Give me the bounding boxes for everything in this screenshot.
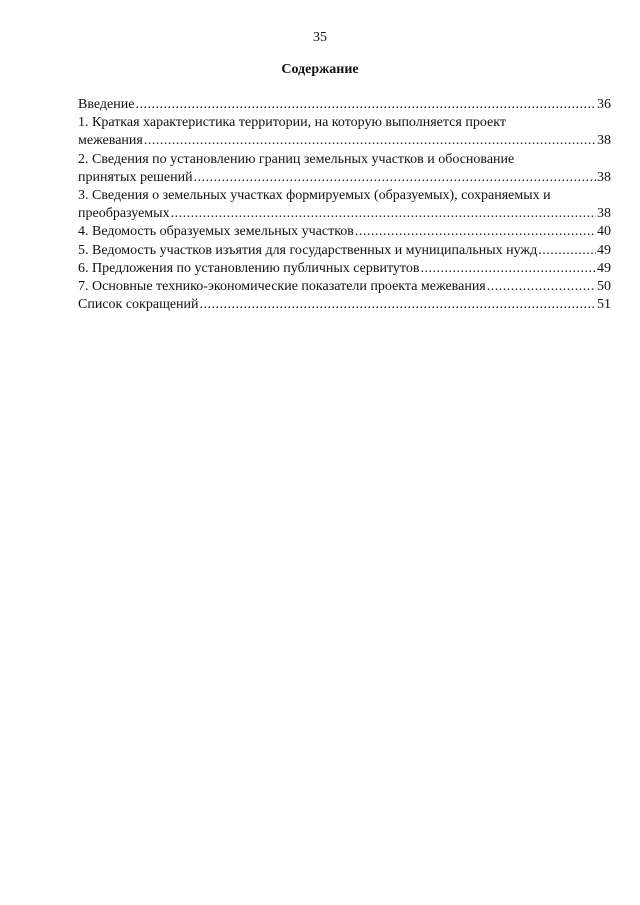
toc-leader-dots — [200, 296, 596, 314]
toc-entry-label: 7. Основные технико-экономические показатели проекта межевания — [78, 279, 486, 295]
toc-entry-label: Список сокращений — [78, 297, 199, 313]
toc-entry-page: 40 — [597, 224, 611, 240]
toc-entry-label-line1: 2. Сведения по установлению границ земельных участков и обоснование — [78, 151, 515, 167]
toc-entry-label: 4. Ведомость образуемых земельных участков — [78, 224, 354, 240]
toc-entry-label: Введение — [78, 97, 135, 112]
toc-entry-land-plots-info[interactable] — [78, 187, 611, 223]
toc-leader-dots — [538, 242, 596, 260]
toc-leader-dots — [487, 278, 596, 296]
toc-entry-label-line2: межевания — [78, 133, 143, 149]
toc-entry-label-line2: принятых решений — [78, 169, 193, 185]
toc-entry-public-servitudes[interactable] — [78, 260, 611, 278]
page-number: 35 — [313, 30, 327, 45]
toc-entry-page: 50 — [597, 279, 611, 295]
toc-entry-page: 38 — [597, 133, 611, 149]
toc-entry-formed-plots-list[interactable] — [78, 223, 611, 241]
toc-entry-page: 49 — [597, 242, 611, 258]
toc-leader-dots — [135, 96, 596, 114]
toc-entry-label-line1: 3. Сведения о земельных участках формируемых (образуемых), сохраняемых и — [78, 188, 551, 204]
toc-entry-page: 38 — [597, 169, 611, 185]
toc-entry-key-indicators[interactable] — [78, 278, 611, 296]
toc-entry-abbreviations[interactable] — [78, 296, 611, 314]
toc-title: Содержание — [281, 62, 359, 77]
toc-entry-page: 36 — [597, 97, 611, 112]
toc-leader-dots — [171, 205, 596, 223]
toc-leader-dots — [355, 223, 596, 241]
toc-entry-label-line1: 1. Краткая характеристика территории, на которую выполняется проект — [78, 115, 506, 131]
toc-entry-label: 5. Ведомость участков изъятия для государственных и муниципальных нужд — [78, 242, 538, 258]
toc-entry-page: 51 — [597, 297, 611, 313]
toc-entry-page: 38 — [597, 206, 611, 222]
toc-leader-dots — [420, 260, 596, 278]
toc-entry-label: 6. Предложения по установлению публичных сервитутов — [78, 260, 420, 276]
toc-leader-dots — [194, 169, 596, 187]
toc-entry-territory-description[interactable] — [78, 114, 611, 150]
toc-entry-seizure-plots-list[interactable] — [78, 242, 611, 260]
toc-entry-boundaries[interactable] — [78, 151, 611, 187]
toc-entry-page: 49 — [597, 260, 611, 276]
toc-leader-dots — [144, 132, 596, 150]
toc-entry-label-line2: преобразуемых — [78, 206, 170, 222]
toc-entry-introduction[interactable] — [78, 96, 611, 114]
table-of-contents — [78, 96, 611, 314]
